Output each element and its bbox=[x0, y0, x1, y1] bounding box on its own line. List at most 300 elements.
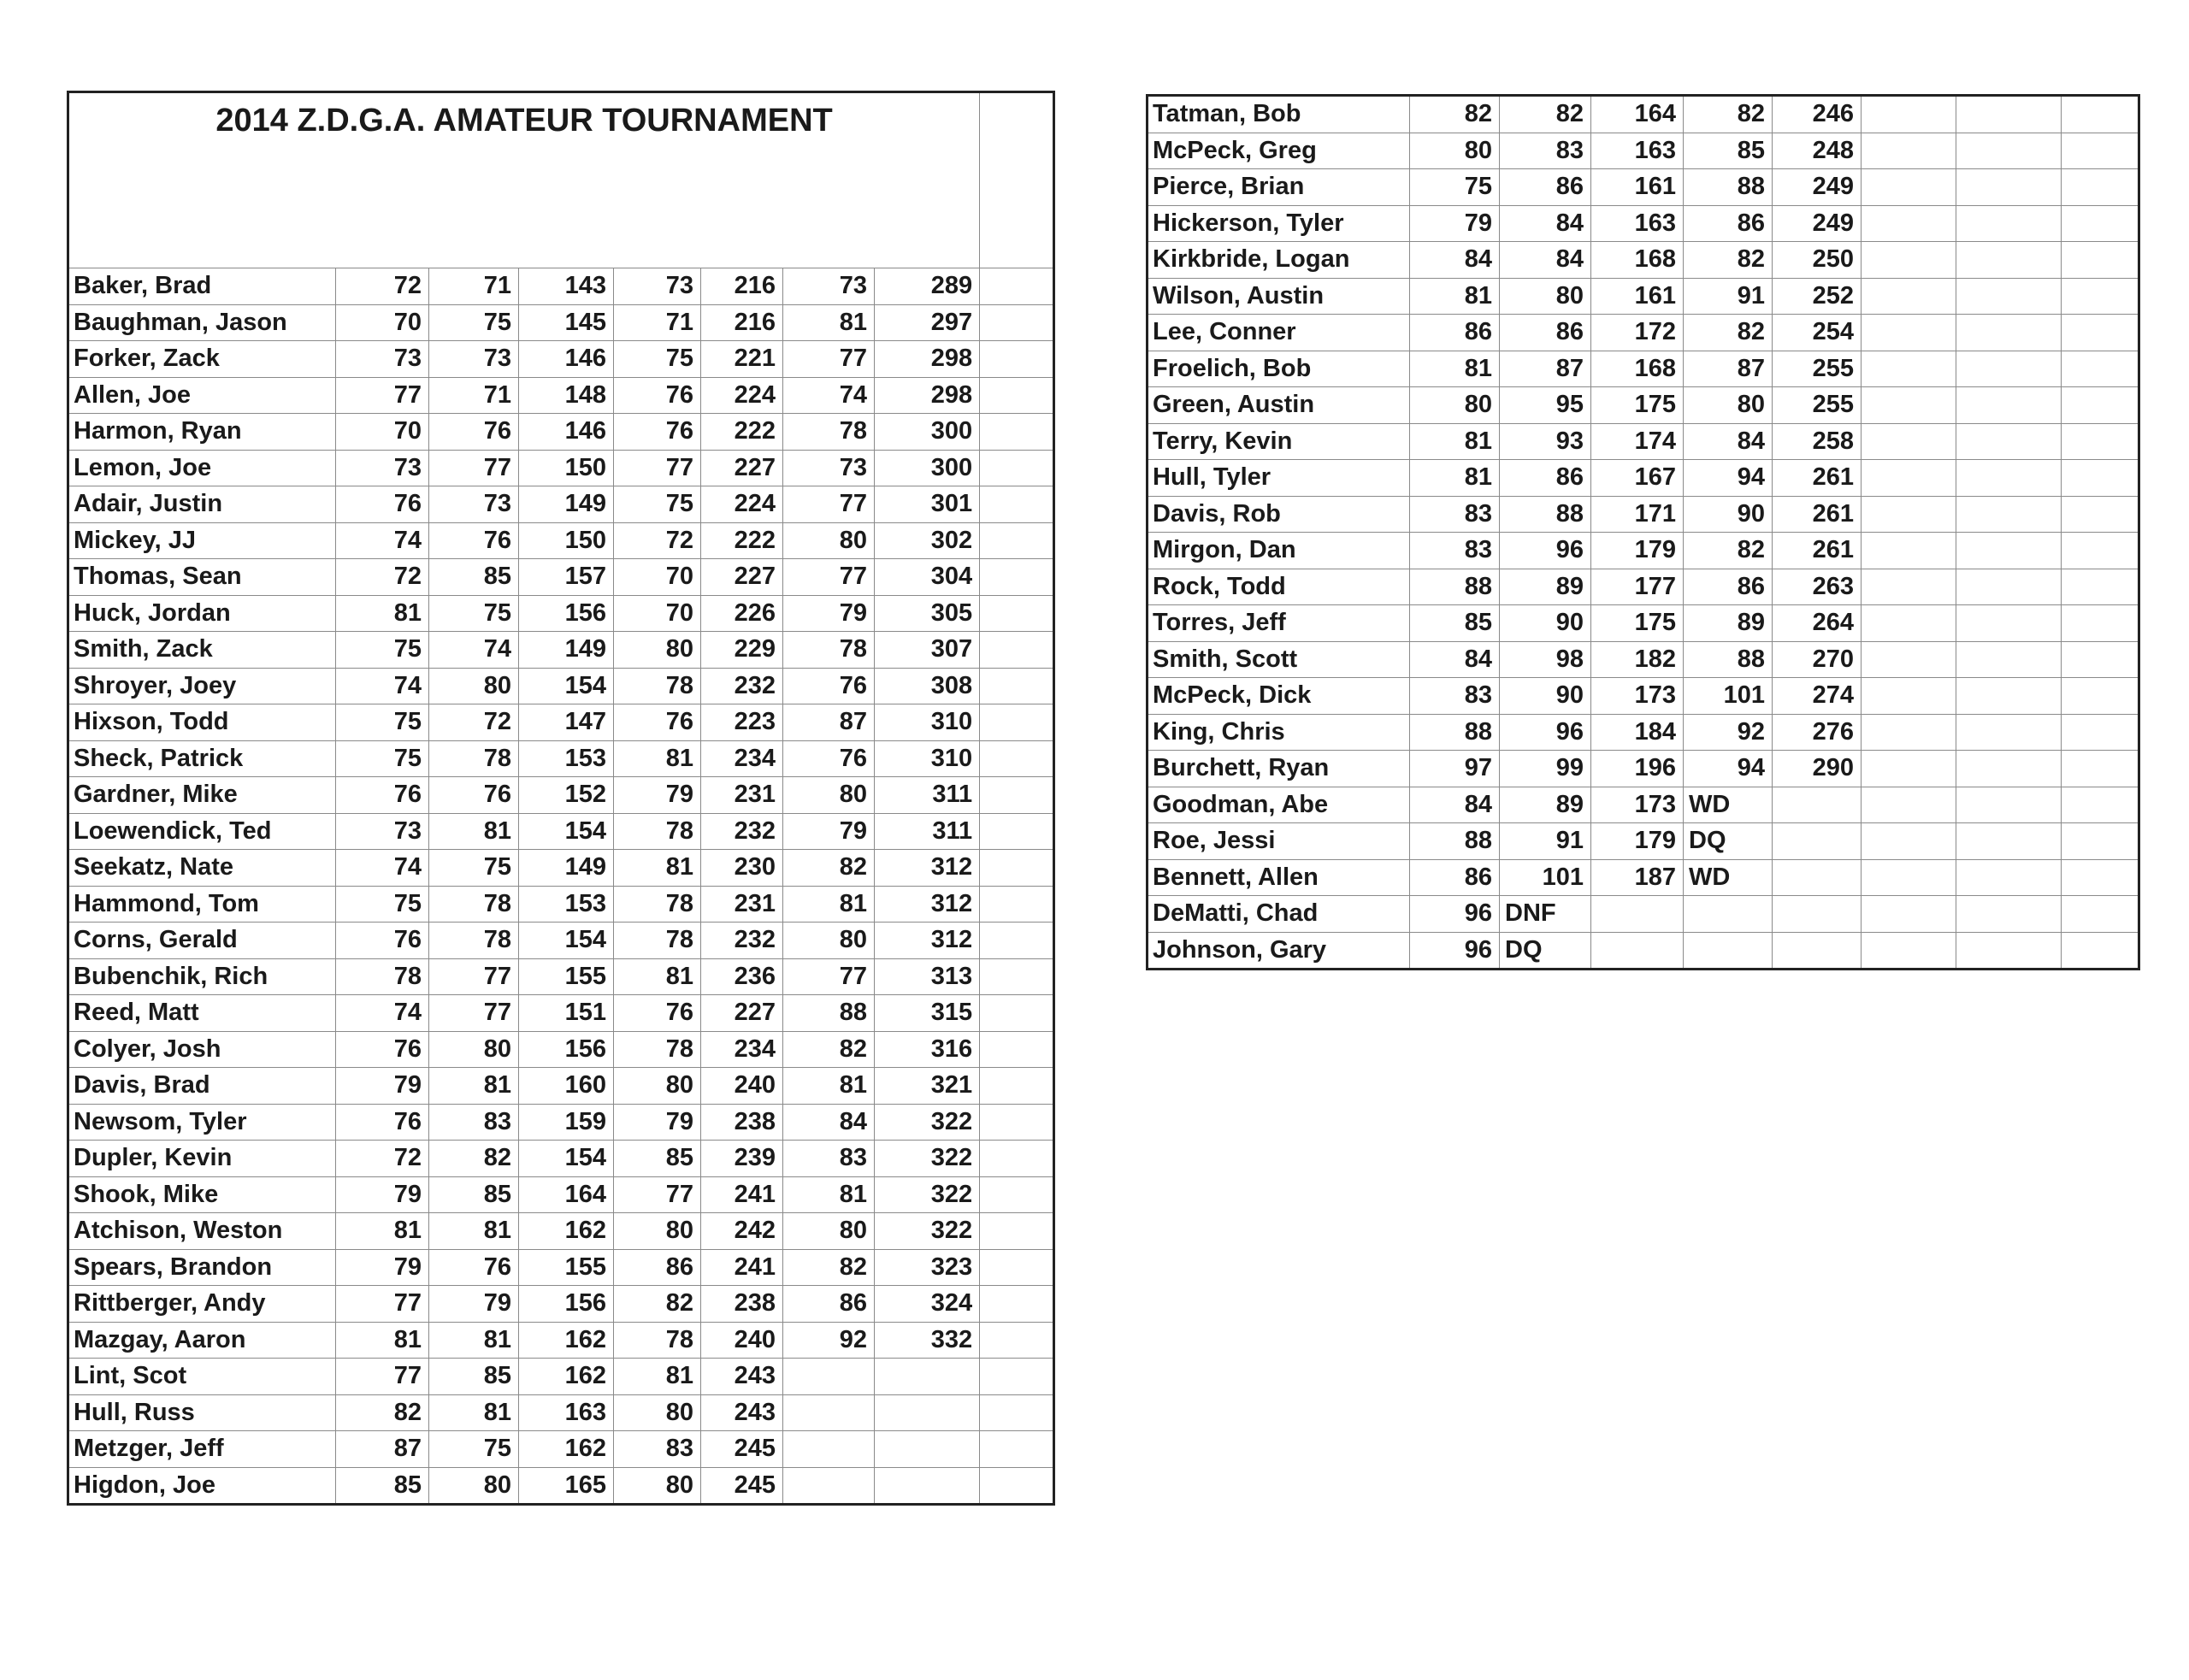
empty-cell bbox=[2062, 423, 2139, 460]
score-cell: 168 bbox=[1591, 242, 1684, 279]
score-cell: 87 bbox=[336, 1431, 429, 1468]
empty-cell bbox=[980, 1031, 1054, 1068]
empty-cell bbox=[1591, 896, 1684, 933]
score-cell: 85 bbox=[336, 1467, 429, 1505]
table-row bbox=[68, 1359, 1054, 1395]
empty-cell bbox=[1684, 932, 1773, 970]
score-cell: 87 bbox=[1684, 351, 1773, 387]
empty-cell bbox=[980, 1213, 1054, 1250]
score-cell: 154 bbox=[519, 923, 614, 959]
player-name: Rittberger, Andy bbox=[68, 1286, 336, 1323]
table-row bbox=[1148, 714, 2139, 751]
score-cell: 73 bbox=[429, 486, 519, 523]
score-cell: 83 bbox=[429, 1104, 519, 1141]
score-cell: 159 bbox=[519, 1104, 614, 1141]
score-cell: 82 bbox=[1684, 242, 1773, 279]
score-cell: 91 bbox=[1500, 823, 1591, 860]
empty-cell bbox=[1862, 278, 1956, 315]
score-cell: 270 bbox=[1773, 641, 1862, 678]
table-row bbox=[68, 995, 1054, 1032]
player-name: Pierce, Brian bbox=[1148, 169, 1410, 206]
score-cell: 79 bbox=[336, 1176, 429, 1213]
score-cell: 80 bbox=[783, 923, 875, 959]
score-cell: 149 bbox=[519, 486, 614, 523]
player-name: Hixson, Todd bbox=[68, 704, 336, 741]
empty-cell bbox=[2062, 678, 2139, 715]
player-name: Burchett, Ryan bbox=[1148, 751, 1410, 787]
score-cell: 161 bbox=[1591, 169, 1684, 206]
empty-cell bbox=[2062, 751, 2139, 787]
empty-cell bbox=[980, 486, 1054, 523]
score-cell: 239 bbox=[701, 1141, 783, 1177]
score-cell: 79 bbox=[783, 813, 875, 850]
score-cell: 289 bbox=[875, 268, 980, 305]
empty-cell bbox=[1956, 315, 2062, 351]
player-name: DeMatti, Chad bbox=[1148, 896, 1410, 933]
empty-cell bbox=[1862, 787, 1956, 823]
empty-cell bbox=[2062, 133, 2139, 169]
score-cell: 80 bbox=[614, 1467, 701, 1505]
score-cell: 81 bbox=[1410, 460, 1500, 497]
empty-cell bbox=[980, 1249, 1054, 1286]
empty-cell bbox=[2062, 496, 2139, 533]
score-cell: 241 bbox=[701, 1176, 783, 1213]
score-cell: 79 bbox=[783, 595, 875, 632]
score-cell: 80 bbox=[614, 1213, 701, 1250]
score-cell: 231 bbox=[701, 886, 783, 923]
score-cell: 86 bbox=[783, 1286, 875, 1323]
empty-cell bbox=[1862, 423, 1956, 460]
table-row bbox=[1148, 896, 2139, 933]
score-cell: 82 bbox=[783, 1249, 875, 1286]
table-row bbox=[1148, 351, 2139, 387]
score-cell: 82 bbox=[783, 1031, 875, 1068]
table-row bbox=[68, 1394, 1054, 1431]
empty-cell bbox=[980, 268, 1054, 305]
empty-cell bbox=[980, 595, 1054, 632]
empty-cell bbox=[1956, 859, 2062, 896]
score-cell: 75 bbox=[614, 486, 701, 523]
score-cell: 322 bbox=[875, 1213, 980, 1250]
table-row bbox=[68, 1104, 1054, 1141]
score-cell: 74 bbox=[783, 377, 875, 414]
score-cell: 81 bbox=[1410, 423, 1500, 460]
score-cell: 216 bbox=[701, 304, 783, 341]
player-name: Rock, Todd bbox=[1148, 569, 1410, 605]
score-cell: 81 bbox=[429, 813, 519, 850]
empty-cell bbox=[980, 92, 1054, 268]
score-cell: 252 bbox=[1773, 278, 1862, 315]
score-cell: 80 bbox=[429, 1467, 519, 1505]
score-cell: 88 bbox=[783, 995, 875, 1032]
score-cell: 230 bbox=[701, 850, 783, 887]
score-cell: 85 bbox=[429, 1176, 519, 1213]
empty-cell bbox=[980, 1286, 1054, 1323]
empty-cell bbox=[1956, 678, 2062, 715]
score-cell: 322 bbox=[875, 1176, 980, 1213]
score-cell: 76 bbox=[429, 522, 519, 559]
player-name: King, Chris bbox=[1148, 714, 1410, 751]
table-row bbox=[68, 886, 1054, 923]
score-cell: 82 bbox=[1684, 96, 1773, 133]
left-results-table bbox=[67, 91, 1055, 1506]
empty-cell bbox=[1956, 242, 2062, 279]
score-cell: 81 bbox=[614, 1359, 701, 1395]
empty-cell bbox=[1862, 569, 1956, 605]
score-cell: 312 bbox=[875, 850, 980, 887]
score-cell: 75 bbox=[336, 704, 429, 741]
score-cell: 76 bbox=[614, 704, 701, 741]
score-cell: 216 bbox=[701, 268, 783, 305]
score-cell: 313 bbox=[875, 958, 980, 995]
table-row bbox=[1148, 932, 2139, 970]
score-cell: 248 bbox=[1773, 133, 1862, 169]
player-name: Lemon, Joe bbox=[68, 450, 336, 486]
score-cell: 73 bbox=[336, 341, 429, 378]
score-cell: 96 bbox=[1410, 896, 1500, 933]
score-cell: 243 bbox=[701, 1359, 783, 1395]
score-cell: 80 bbox=[614, 632, 701, 669]
empty-cell bbox=[2062, 205, 2139, 242]
player-name: Davis, Rob bbox=[1148, 496, 1410, 533]
table-row bbox=[1148, 242, 2139, 279]
score-cell: 84 bbox=[1684, 423, 1773, 460]
score-cell: 74 bbox=[336, 850, 429, 887]
score-cell: 86 bbox=[1410, 859, 1500, 896]
score-cell: 87 bbox=[783, 704, 875, 741]
status-label: WD bbox=[1684, 787, 1773, 823]
status-label: WD bbox=[1684, 859, 1773, 896]
score-cell: 83 bbox=[1410, 533, 1500, 569]
score-cell: 81 bbox=[614, 740, 701, 777]
empty-cell bbox=[1862, 96, 1956, 133]
empty-cell bbox=[2062, 96, 2139, 133]
score-cell: 78 bbox=[614, 1031, 701, 1068]
score-cell: 290 bbox=[1773, 751, 1862, 787]
score-cell: 84 bbox=[1500, 205, 1591, 242]
empty-cell bbox=[2062, 460, 2139, 497]
score-cell: 70 bbox=[336, 304, 429, 341]
empty-cell bbox=[1956, 605, 2062, 642]
empty-cell bbox=[980, 850, 1054, 887]
score-cell: 86 bbox=[1410, 315, 1500, 351]
title-row bbox=[68, 92, 1054, 268]
score-cell: 179 bbox=[1591, 823, 1684, 860]
score-cell: 258 bbox=[1773, 423, 1862, 460]
empty-cell bbox=[1862, 205, 1956, 242]
score-cell: 162 bbox=[519, 1213, 614, 1250]
score-cell: 76 bbox=[783, 740, 875, 777]
score-cell: 72 bbox=[336, 1141, 429, 1177]
score-cell: 82 bbox=[1684, 533, 1773, 569]
score-cell: 82 bbox=[336, 1394, 429, 1431]
score-cell: 75 bbox=[336, 886, 429, 923]
score-cell: 231 bbox=[701, 777, 783, 814]
score-cell: 92 bbox=[1684, 714, 1773, 751]
table-row bbox=[68, 559, 1054, 596]
score-cell: 227 bbox=[701, 450, 783, 486]
player-name: Kirkbride, Logan bbox=[1148, 242, 1410, 279]
score-cell: 71 bbox=[429, 268, 519, 305]
score-cell: 156 bbox=[519, 1031, 614, 1068]
score-cell: 224 bbox=[701, 486, 783, 523]
score-cell: 98 bbox=[1500, 641, 1591, 678]
score-cell: 78 bbox=[336, 958, 429, 995]
score-cell: 76 bbox=[614, 377, 701, 414]
score-cell: 73 bbox=[614, 268, 701, 305]
score-cell: 82 bbox=[1500, 96, 1591, 133]
table-row bbox=[68, 1249, 1054, 1286]
score-cell bbox=[875, 1467, 980, 1505]
empty-cell bbox=[2062, 242, 2139, 279]
score-cell: 85 bbox=[1410, 605, 1500, 642]
score-cell: 81 bbox=[336, 595, 429, 632]
table-row bbox=[68, 923, 1054, 959]
score-cell: 261 bbox=[1773, 460, 1862, 497]
score-cell: 182 bbox=[1591, 641, 1684, 678]
player-name: Bennett, Allen bbox=[1148, 859, 1410, 896]
score-cell: 300 bbox=[875, 450, 980, 486]
score-cell: 81 bbox=[783, 1068, 875, 1105]
empty-cell bbox=[1956, 96, 2062, 133]
empty-cell bbox=[1862, 460, 1956, 497]
empty-cell bbox=[1862, 496, 1956, 533]
empty-cell bbox=[2062, 278, 2139, 315]
score-cell: 234 bbox=[701, 1031, 783, 1068]
score-cell bbox=[875, 1394, 980, 1431]
empty-cell bbox=[980, 813, 1054, 850]
score-cell: 88 bbox=[1500, 496, 1591, 533]
score-cell: 88 bbox=[1684, 169, 1773, 206]
score-cell: 96 bbox=[1500, 714, 1591, 751]
table-row bbox=[68, 1322, 1054, 1359]
score-cell: 74 bbox=[336, 522, 429, 559]
score-cell: 304 bbox=[875, 559, 980, 596]
score-cell: 311 bbox=[875, 813, 980, 850]
table-row bbox=[1148, 133, 2139, 169]
score-cell: 154 bbox=[519, 1141, 614, 1177]
score-cell: 301 bbox=[875, 486, 980, 523]
empty-cell bbox=[1956, 423, 2062, 460]
empty-cell bbox=[1956, 751, 2062, 787]
empty-cell bbox=[980, 740, 1054, 777]
score-cell: 77 bbox=[336, 1359, 429, 1395]
score-cell: 77 bbox=[614, 450, 701, 486]
score-cell: 85 bbox=[614, 1141, 701, 1177]
player-name: Mickey, JJ bbox=[68, 522, 336, 559]
score-cell: 72 bbox=[429, 704, 519, 741]
empty-cell bbox=[1956, 641, 2062, 678]
score-cell: 154 bbox=[519, 813, 614, 850]
score-cell: 322 bbox=[875, 1104, 980, 1141]
score-cell: 78 bbox=[429, 740, 519, 777]
score-cell: 311 bbox=[875, 777, 980, 814]
score-cell: 86 bbox=[1684, 205, 1773, 242]
score-cell: 73 bbox=[336, 813, 429, 850]
score-cell: 81 bbox=[614, 958, 701, 995]
table-row bbox=[68, 704, 1054, 741]
empty-cell bbox=[980, 1104, 1054, 1141]
score-cell: 232 bbox=[701, 668, 783, 704]
score-cell: 78 bbox=[783, 414, 875, 451]
score-cell: 76 bbox=[614, 995, 701, 1032]
empty-cell bbox=[2062, 641, 2139, 678]
table-row bbox=[1148, 278, 2139, 315]
table-row bbox=[68, 1431, 1054, 1468]
score-cell: 153 bbox=[519, 886, 614, 923]
score-cell: 150 bbox=[519, 522, 614, 559]
score-cell: 79 bbox=[429, 1286, 519, 1323]
player-name: McPeck, Dick bbox=[1148, 678, 1410, 715]
empty-cell bbox=[1862, 641, 1956, 678]
player-name: Huck, Jordan bbox=[68, 595, 336, 632]
score-cell: 162 bbox=[519, 1322, 614, 1359]
score-cell: 76 bbox=[783, 668, 875, 704]
player-name: Shroyer, Joey bbox=[68, 668, 336, 704]
table-row bbox=[1148, 496, 2139, 533]
score-cell: 300 bbox=[875, 414, 980, 451]
score-cell: 81 bbox=[429, 1213, 519, 1250]
table-row bbox=[68, 522, 1054, 559]
empty-cell bbox=[1862, 351, 1956, 387]
table-row bbox=[1148, 859, 2139, 896]
empty-cell bbox=[980, 704, 1054, 741]
score-cell: 84 bbox=[1500, 242, 1591, 279]
empty-cell bbox=[980, 923, 1054, 959]
table-row bbox=[1148, 169, 2139, 206]
score-cell: 146 bbox=[519, 341, 614, 378]
player-name: Smith, Scott bbox=[1148, 641, 1410, 678]
empty-cell bbox=[1862, 169, 1956, 206]
empty-cell bbox=[1956, 569, 2062, 605]
score-cell: 162 bbox=[519, 1431, 614, 1468]
empty-cell bbox=[2062, 351, 2139, 387]
empty-cell bbox=[1862, 533, 1956, 569]
score-cell: 312 bbox=[875, 886, 980, 923]
empty-cell bbox=[2062, 605, 2139, 642]
score-cell: 164 bbox=[519, 1176, 614, 1213]
player-name: McPeck, Greg bbox=[1148, 133, 1410, 169]
player-name: Adair, Justin bbox=[68, 486, 336, 523]
score-cell: 240 bbox=[701, 1322, 783, 1359]
score-cell: 92 bbox=[783, 1322, 875, 1359]
empty-cell bbox=[1862, 387, 1956, 424]
score-cell: 322 bbox=[875, 1141, 980, 1177]
empty-cell bbox=[980, 995, 1054, 1032]
score-cell: 184 bbox=[1591, 714, 1684, 751]
score-cell: 174 bbox=[1591, 423, 1684, 460]
empty-cell bbox=[1956, 932, 2062, 970]
score-cell: 227 bbox=[701, 995, 783, 1032]
score-cell: 82 bbox=[1410, 96, 1500, 133]
score-cell: 70 bbox=[614, 559, 701, 596]
score-cell: 224 bbox=[701, 377, 783, 414]
empty-cell bbox=[2062, 787, 2139, 823]
empty-cell bbox=[980, 450, 1054, 486]
player-name: Colyer, Josh bbox=[68, 1031, 336, 1068]
table-row bbox=[1148, 387, 2139, 424]
player-name: Gardner, Mike bbox=[68, 777, 336, 814]
score-cell: 81 bbox=[783, 1176, 875, 1213]
score-cell: 90 bbox=[1500, 678, 1591, 715]
score-cell: 81 bbox=[1410, 278, 1500, 315]
empty-cell bbox=[980, 777, 1054, 814]
player-name: Froelich, Bob bbox=[1148, 351, 1410, 387]
table-row bbox=[1148, 823, 2139, 860]
score-cell: 99 bbox=[1500, 751, 1591, 787]
table-row bbox=[68, 304, 1054, 341]
empty-cell bbox=[980, 958, 1054, 995]
score-cell: 80 bbox=[1684, 387, 1773, 424]
score-cell: 221 bbox=[701, 341, 783, 378]
score-cell: 96 bbox=[1410, 932, 1500, 970]
score-cell: 261 bbox=[1773, 496, 1862, 533]
score-cell: 85 bbox=[1684, 133, 1773, 169]
score-cell: 222 bbox=[701, 522, 783, 559]
score-cell: 80 bbox=[1500, 278, 1591, 315]
score-cell: 155 bbox=[519, 1249, 614, 1286]
player-name: Forker, Zack bbox=[68, 341, 336, 378]
table-row bbox=[68, 595, 1054, 632]
table-row bbox=[68, 341, 1054, 378]
table-row bbox=[1148, 751, 2139, 787]
score-cell: 78 bbox=[614, 668, 701, 704]
empty-cell bbox=[1591, 932, 1684, 970]
score-cell: 146 bbox=[519, 414, 614, 451]
score-cell: 246 bbox=[1773, 96, 1862, 133]
player-name: Loewendick, Ted bbox=[68, 813, 336, 850]
table-row bbox=[1148, 205, 2139, 242]
score-cell: 172 bbox=[1591, 315, 1684, 351]
score-cell: 93 bbox=[1500, 423, 1591, 460]
score-cell: 80 bbox=[429, 668, 519, 704]
score-cell: 187 bbox=[1591, 859, 1684, 896]
player-name: Corns, Gerald bbox=[68, 923, 336, 959]
player-name: Torres, Jeff bbox=[1148, 605, 1410, 642]
score-cell: 81 bbox=[783, 886, 875, 923]
empty-cell bbox=[1773, 896, 1862, 933]
score-cell: 232 bbox=[701, 813, 783, 850]
score-cell: 86 bbox=[1684, 569, 1773, 605]
score-cell: 157 bbox=[519, 559, 614, 596]
score-cell: 196 bbox=[1591, 751, 1684, 787]
score-cell: 264 bbox=[1773, 605, 1862, 642]
empty-cell bbox=[980, 886, 1054, 923]
score-cell: 82 bbox=[614, 1286, 701, 1323]
score-cell: 151 bbox=[519, 995, 614, 1032]
score-cell: 72 bbox=[614, 522, 701, 559]
score-cell: 147 bbox=[519, 704, 614, 741]
table-row bbox=[1148, 460, 2139, 497]
score-cell: 88 bbox=[1410, 569, 1500, 605]
score-cell: 88 bbox=[1684, 641, 1773, 678]
score-cell: 150 bbox=[519, 450, 614, 486]
empty-cell bbox=[980, 632, 1054, 669]
table-row bbox=[68, 1176, 1054, 1213]
empty-cell bbox=[2062, 896, 2139, 933]
score-cell: 308 bbox=[875, 668, 980, 704]
table-row bbox=[1148, 533, 2139, 569]
player-name: Allen, Joe bbox=[68, 377, 336, 414]
table-row bbox=[68, 632, 1054, 669]
score-cell: 156 bbox=[519, 595, 614, 632]
score-cell: 175 bbox=[1591, 605, 1684, 642]
score-cell: 173 bbox=[1591, 787, 1684, 823]
player-name: Baker, Brad bbox=[68, 268, 336, 305]
player-name: Goodman, Abe bbox=[1148, 787, 1410, 823]
score-cell: 94 bbox=[1684, 460, 1773, 497]
score-cell: 82 bbox=[783, 850, 875, 887]
